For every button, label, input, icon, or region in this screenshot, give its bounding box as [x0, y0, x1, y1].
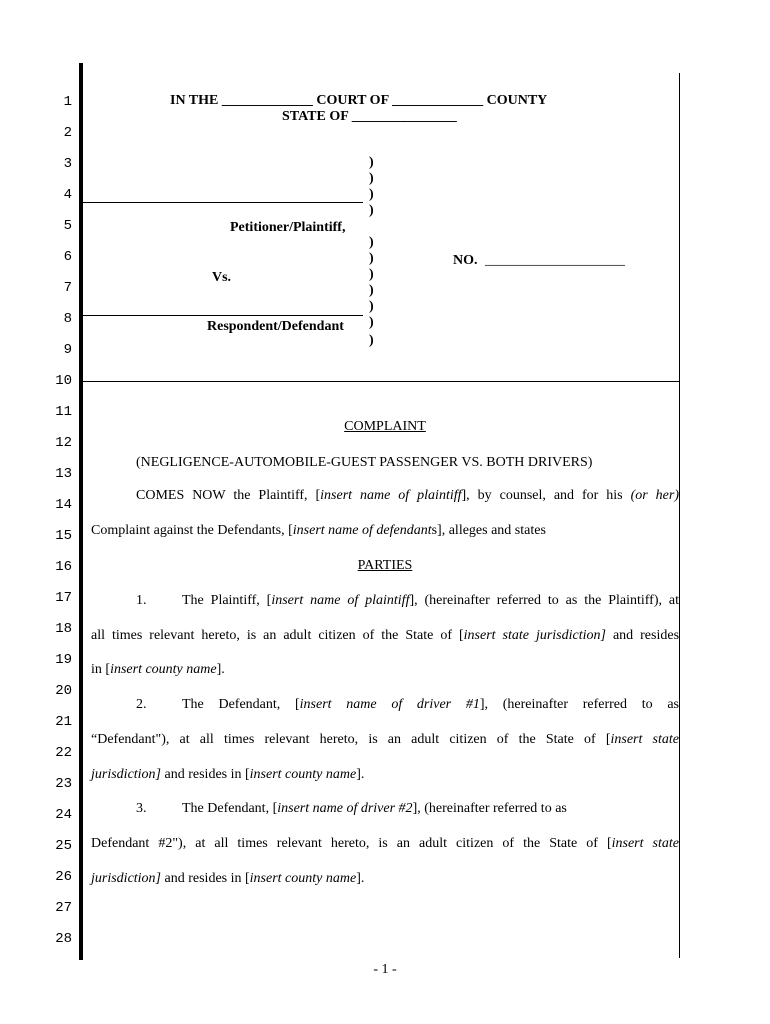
line-number: 28 [55, 931, 72, 947]
line-number: 25 [55, 838, 72, 854]
placeholder-state: jurisdiction] [91, 767, 162, 782]
placeholder-state: jurisdiction] [91, 871, 162, 886]
respondent-signature-line [83, 315, 363, 316]
paragraph-1-line-1 [136, 593, 679, 609]
line-number: 20 [55, 683, 72, 699]
paragraph-text: ]. [216, 662, 225, 677]
paragraph-text: ]. [356, 871, 365, 886]
placeholder-plaintiff: insert name of plaintiff [271, 593, 410, 608]
parties-heading: PARTIES [357, 558, 413, 573]
placeholder-plaintiff: insert name of plaintiff [320, 488, 462, 503]
paren: ) [369, 235, 374, 250]
paren: ) [369, 299, 374, 314]
document-subtitle: (NEGLIGENCE-AUTOMOBILE-GUEST PASSENGER VS. BOTH DRIVERS) [136, 455, 593, 470]
placeholder-county: insert county name [249, 871, 357, 886]
respondent-label: Respondent/Defendant [207, 319, 344, 334]
paren: ) [369, 333, 374, 348]
line-number: 12 [55, 435, 72, 451]
paren: ) [369, 315, 374, 330]
paragraph-2-line-1 [136, 697, 679, 713]
line-number: 15 [55, 528, 72, 544]
paragraph-2-line-3 [91, 767, 679, 783]
line-number: 23 [55, 776, 72, 792]
paren: ) [369, 171, 374, 186]
paragraph-text: and resides in [ [164, 871, 250, 886]
petitioner-label: Petitioner/Plaintiff, [230, 220, 346, 235]
paren: ) [369, 283, 374, 298]
intro-text: ], by counsel, and for his [461, 488, 623, 503]
paragraph-text: ], (hereinafter referred to as [412, 801, 567, 816]
paren: ) [369, 251, 374, 266]
placeholder-state: insert state [611, 836, 679, 851]
vs-label: Vs. [212, 270, 232, 285]
paragraph-2-line-2 [91, 732, 679, 748]
paragraph-text: ], (hereinafter referred to as the Plaintiff), at [409, 593, 679, 608]
paragraph-number: 1. [136, 593, 147, 608]
line-number: 10 [55, 373, 72, 389]
paragraph-text: and resides [612, 628, 680, 643]
intro-line-1 [136, 488, 679, 504]
intro-line-2 [91, 523, 679, 539]
line-number: 3 [63, 156, 72, 172]
line-number: 26 [55, 869, 72, 885]
line-number: 17 [55, 590, 72, 606]
placeholder-state: insert state [610, 732, 679, 747]
intro-text: COMES NOW the Plaintiff, [ [136, 488, 321, 503]
paragraph-3-line-1 [136, 801, 679, 817]
line-number: 8 [63, 311, 72, 327]
placeholder-state: insert state jurisdiction] [463, 628, 606, 643]
line-number: 5 [63, 218, 72, 234]
paragraph-number: 3. [136, 801, 147, 816]
paragraph-text: ]. [356, 767, 365, 782]
paragraph-text: ], (hereinafter referred to as [479, 697, 680, 712]
page-number: - 1 - [373, 962, 397, 977]
placeholder-county: insert county name [110, 662, 217, 677]
paragraph-text: and resides in [ [164, 767, 250, 782]
line-number: 13 [55, 466, 72, 482]
right-margin-rule [679, 73, 680, 958]
court-heading: IN THE _____________ COURT OF _____________ COUNTY [170, 93, 548, 108]
paragraph-text: The Defendant, [ [182, 801, 278, 816]
intro-text: s], alleges and states [431, 523, 546, 538]
paragraph-3-line-3 [91, 871, 679, 887]
paragraph-text: all times relevant hereto, is an adult citizen of the State of [ [91, 628, 464, 643]
paren: ) [369, 155, 374, 170]
line-number: 7 [63, 280, 72, 296]
line-number: 16 [55, 559, 72, 575]
line-number: 18 [55, 621, 72, 637]
line-number: 6 [63, 249, 72, 265]
line-number: 27 [55, 900, 72, 916]
petitioner-signature-line [83, 202, 363, 203]
line-number: 4 [63, 187, 72, 203]
paragraph-text: The Defendant, [ [182, 697, 300, 712]
paragraph-text: The Plaintiff, [ [182, 593, 272, 608]
paragraph-text: Defendant #2"), at all times relevant hereto, is an adult citizen of the State of [ [91, 836, 612, 851]
placeholder-county: insert county name [249, 767, 357, 782]
line-number: 9 [63, 342, 72, 358]
document-title: COMPLAINT [344, 419, 426, 434]
line-number: 24 [55, 807, 72, 823]
paren: ) [369, 267, 374, 282]
paragraph-1-line-2 [91, 628, 679, 644]
paren: ) [369, 203, 374, 218]
placeholder-gender: (or her) [630, 488, 680, 503]
line-number: 22 [55, 745, 72, 761]
paragraph-1-line-3 [91, 662, 679, 678]
intro-text: Complaint against the Defendants, [ [91, 523, 293, 538]
paren: ) [369, 187, 374, 202]
left-margin-rule [79, 63, 83, 960]
placeholder-driver-2: insert name of driver #2 [277, 801, 413, 816]
line-number: 2 [63, 125, 72, 141]
line-number: 1 [63, 94, 72, 110]
line-number: 14 [55, 497, 72, 513]
paragraph-3-line-2 [91, 836, 679, 852]
caption-divider [83, 381, 679, 382]
case-number-label: NO. [453, 253, 478, 268]
paragraph-text: “Defendant"), at all times relevant hereto, is an adult citizen of the State of [ [91, 732, 611, 747]
paragraph-text: in [ [91, 662, 111, 677]
line-number: 21 [55, 714, 72, 730]
line-number: 19 [55, 652, 72, 668]
placeholder-defendants: insert name of defendant [292, 523, 432, 538]
case-number-blank: ____________________ [485, 253, 625, 268]
state-heading: STATE OF _______________ [282, 109, 457, 124]
line-number: 11 [55, 404, 72, 420]
placeholder-driver-1: insert name of driver #1 [299, 697, 480, 712]
paragraph-number: 2. [136, 697, 147, 712]
